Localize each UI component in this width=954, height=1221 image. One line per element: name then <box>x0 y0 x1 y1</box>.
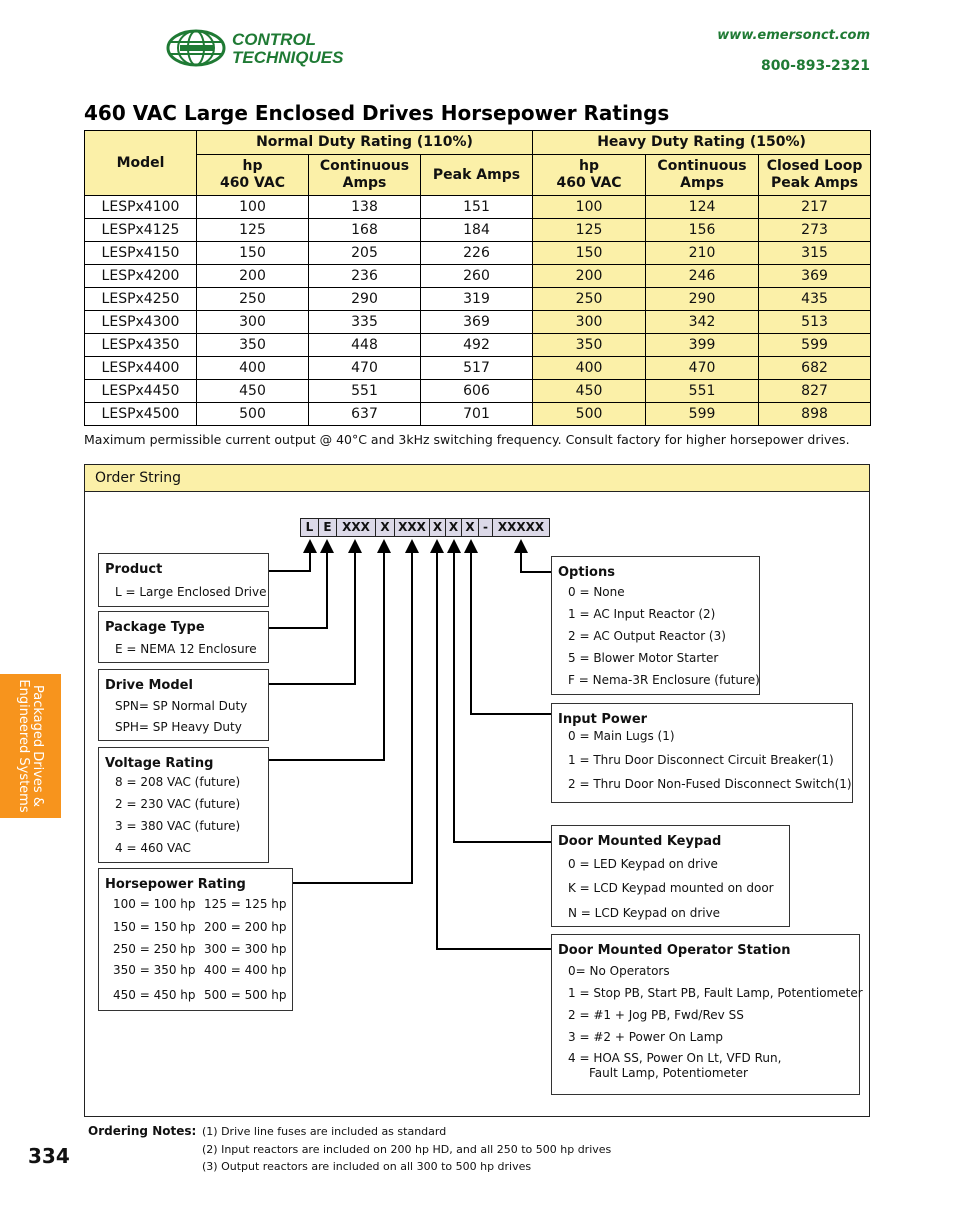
page-title: 460 VAC Large Enclosed Drives Horsepower Ratings <box>84 101 670 125</box>
hp-option: 125 = 125 hp <box>204 897 287 911</box>
value-cell: 701 <box>421 403 533 426</box>
model-cell: LESPx4100 <box>85 196 197 219</box>
code-cell-operator-station: X <box>429 518 446 537</box>
value-cell: 168 <box>309 219 421 242</box>
arrow-heads <box>303 539 528 553</box>
svg-text:TECHNIQUES: TECHNIQUES <box>232 48 344 67</box>
value-cell: 335 <box>309 311 421 334</box>
value-cell: 400 <box>197 357 309 380</box>
voltage-option: 2 = 230 VAC (future) <box>115 797 241 811</box>
options-box <box>551 556 760 695</box>
hp-option: 100 = 100 hp <box>113 897 196 911</box>
options-title: Options <box>558 565 615 580</box>
svg-text:CONTROL: CONTROL <box>232 30 317 49</box>
value-cell: 100 <box>533 196 646 219</box>
value-cell: 273 <box>759 219 871 242</box>
value-cell: 898 <box>759 403 871 426</box>
ordering-note: (3) Output reactors are included on all 300 to 500 hp drives <box>202 1160 532 1173</box>
model-cell: LESPx4300 <box>85 311 197 334</box>
value-cell: 226 <box>421 242 533 265</box>
heavy-duty-header: Heavy Duty Rating (150%) <box>533 131 871 155</box>
voltage-rating-box <box>98 747 269 863</box>
order-string-title: Order String <box>95 470 182 486</box>
operator-option: 0= No Operators <box>568 964 670 978</box>
value-cell: 236 <box>309 265 421 288</box>
package-type-box <box>98 611 269 663</box>
ordering-note: (2) Input reactors are included on 200 hp HD, and all 250 to 500 hp drives <box>202 1143 612 1156</box>
value-cell: 125 <box>197 219 309 242</box>
value-cell: 300 <box>197 311 309 334</box>
code-cell-input-power: X <box>461 518 479 537</box>
value-cell: 138 <box>309 196 421 219</box>
col-header: Continuous Amps <box>646 155 759 196</box>
value-cell: 637 <box>309 403 421 426</box>
value-cell: 450 <box>197 380 309 403</box>
drive-model-box <box>98 669 269 741</box>
model-header: Model <box>85 131 197 196</box>
value-cell: 606 <box>421 380 533 403</box>
value-cell: 315 <box>759 242 871 265</box>
value-cell: 500 <box>533 403 646 426</box>
operator-option: 3 = #2 + Power On Lamp <box>568 1030 723 1044</box>
value-cell: 100 <box>197 196 309 219</box>
value-cell: 470 <box>309 357 421 380</box>
input-power-option: 1 = Thru Door Disconnect Circuit Breaker(1) <box>568 753 834 767</box>
operator-option-continued: Fault Lamp, Potentiometer <box>589 1066 748 1080</box>
hp-option: 250 = 250 hp <box>113 942 196 956</box>
value-cell: 500 <box>197 403 309 426</box>
model-cell: LESPx4350 <box>85 334 197 357</box>
keypad-option: N = LCD Keypad on drive <box>568 906 721 920</box>
model-cell: LESPx4150 <box>85 242 197 265</box>
value-cell: 319 <box>421 288 533 311</box>
col-header: hp 460 VAC <box>197 155 309 196</box>
operator-option: 4 = HOA SS, Power On Lt, VFD Run, <box>568 1051 782 1065</box>
code-cell-package: E <box>318 518 337 537</box>
package-type-option: E = NEMA 12 Enclosure <box>115 642 257 656</box>
model-cell: LESPx4200 <box>85 265 197 288</box>
value-cell: 599 <box>646 403 759 426</box>
value-cell: 205 <box>309 242 421 265</box>
input-power-option: 2 = Thru Door Non-Fused Disconnect Switch(1) <box>568 777 852 791</box>
model-cell: LESPx4400 <box>85 357 197 380</box>
keypad-box <box>551 825 790 927</box>
model-cell: LESPx4125 <box>85 219 197 242</box>
value-cell: 350 <box>197 334 309 357</box>
hp-option: 450 = 450 hp <box>113 988 196 1002</box>
input-power-box <box>551 703 853 803</box>
value-cell: 400 <box>533 357 646 380</box>
value-cell: 342 <box>646 311 759 334</box>
value-cell: 827 <box>759 380 871 403</box>
value-cell: 150 <box>533 242 646 265</box>
value-cell: 551 <box>646 380 759 403</box>
value-cell: 551 <box>309 380 421 403</box>
code-cell-voltage: X <box>375 518 395 537</box>
website-link[interactable]: www.emersonct.com <box>717 28 870 43</box>
value-cell: 350 <box>533 334 646 357</box>
input-power-option: 0 = Main Lugs (1) <box>568 729 675 743</box>
value-cell: 260 <box>421 265 533 288</box>
page-number: 334 <box>28 1144 70 1168</box>
value-cell: 184 <box>421 219 533 242</box>
value-cell: 246 <box>646 265 759 288</box>
horsepower-rating-box <box>98 868 293 1011</box>
horsepower-rating-title: Horsepower Rating <box>105 877 246 892</box>
arrow-voltage-icon <box>377 539 391 553</box>
ordering-notes-label: Ordering Notes: <box>88 1124 197 1138</box>
voltage-option: 3 = 380 VAC (future) <box>115 819 241 833</box>
code-cell-horsepower: XXX <box>394 518 430 537</box>
value-cell: 450 <box>533 380 646 403</box>
keypad-title: Door Mounted Keypad <box>558 834 722 849</box>
voltage-rating-title: Voltage Rating <box>105 756 214 771</box>
arrow-keypad-icon <box>447 539 461 553</box>
value-cell: 448 <box>309 334 421 357</box>
value-cell: 435 <box>759 288 871 311</box>
arrow-horsepower-icon <box>405 539 419 553</box>
code-cell-keypad: X <box>445 518 462 537</box>
voltage-option: 4 = 460 VAC <box>115 841 191 855</box>
table-footnote: Maximum permissible current output @ 40°C and 3kHz switching frequency. Consult factory for higher horsepower drives. <box>84 432 850 447</box>
model-cell: LESPx4500 <box>85 403 197 426</box>
hp-option: 300 = 300 hp <box>204 942 287 956</box>
arrow-product-icon <box>303 539 317 553</box>
options-option: 5 = Blower Motor Starter <box>568 651 719 665</box>
code-cell-drive-model: XXX <box>336 518 376 537</box>
value-cell: 682 <box>759 357 871 380</box>
value-cell: 125 <box>533 219 646 242</box>
operator-option: 2 = #1 + Jog PB, Fwd/Rev SS <box>568 1008 744 1022</box>
value-cell: 300 <box>533 311 646 334</box>
hp-option: 350 = 350 hp <box>113 963 196 977</box>
col-header: Peak Amps <box>421 155 533 196</box>
value-cell: 513 <box>759 311 871 334</box>
voltage-option: 8 = 208 VAC (future) <box>115 775 241 789</box>
product-box <box>98 553 269 607</box>
input-power-title: Input Power <box>558 712 648 727</box>
product-title: Product <box>105 562 163 577</box>
value-cell: 217 <box>759 196 871 219</box>
arrow-options-icon <box>514 539 528 553</box>
code-cell-product: L <box>300 518 319 537</box>
arrow-drive-model-icon <box>348 539 362 553</box>
product-option: L = Large Enclosed Drive <box>115 585 267 599</box>
value-cell: 150 <box>197 242 309 265</box>
keypad-option: 0 = LED Keypad on drive <box>568 857 718 871</box>
value-cell: 156 <box>646 219 759 242</box>
phone-number: 800-893-2321 <box>760 58 870 74</box>
package-type-title: Package Type <box>105 620 205 635</box>
hp-option: 400 = 400 hp <box>204 963 287 977</box>
col-header: Closed Loop Peak Amps <box>759 155 871 196</box>
section-tab[interactable] <box>0 674 61 818</box>
value-cell: 399 <box>646 334 759 357</box>
section-tab-label: Packaged Drives & Engineered Systems <box>16 679 45 813</box>
value-cell: 250 <box>533 288 646 311</box>
value-cell: 369 <box>759 265 871 288</box>
ordering-note: (1) Drive line fuses are included as standard <box>202 1125 447 1138</box>
normal-duty-header: Normal Duty Rating (110%) <box>197 131 533 155</box>
value-cell: 517 <box>421 357 533 380</box>
value-cell: 492 <box>421 334 533 357</box>
value-cell: 599 <box>759 334 871 357</box>
drive-model-option: SPH= SP Heavy Duty <box>115 720 242 734</box>
col-header: Continuous Amps <box>309 155 421 196</box>
operator-option: 1 = Stop PB, Start PB, Fault Lamp, Potentiometer <box>568 986 863 1000</box>
value-cell: 200 <box>533 265 646 288</box>
drive-model-title: Drive Model <box>105 678 193 693</box>
hp-option: 200 = 200 hp <box>204 920 287 934</box>
value-cell: 470 <box>646 357 759 380</box>
value-cell: 151 <box>421 196 533 219</box>
model-cell: LESPx4450 <box>85 380 197 403</box>
hp-option: 150 = 150 hp <box>113 920 196 934</box>
model-cell: LESPx4250 <box>85 288 197 311</box>
code-cell-dash: - <box>478 518 493 537</box>
drive-model-option: SPN= SP Normal Duty <box>115 699 248 713</box>
operator-station-box <box>551 934 863 1095</box>
options-option: 1 = AC Input Reactor (2) <box>568 607 716 621</box>
value-cell: 210 <box>646 242 759 265</box>
keypad-option: K = LCD Keypad mounted on door <box>568 881 774 895</box>
value-cell: 290 <box>309 288 421 311</box>
arrow-operator-icon <box>430 539 444 553</box>
options-option: F = Nema-3R Enclosure (future) <box>568 673 760 687</box>
code-cell-options: XXXXX <box>492 518 550 537</box>
value-cell: 290 <box>646 288 759 311</box>
value-cell: 200 <box>197 265 309 288</box>
value-cell: 369 <box>421 311 533 334</box>
value-cell: 250 <box>197 288 309 311</box>
options-option: 0 = None <box>568 585 625 599</box>
hp-option: 500 = 500 hp <box>204 988 287 1002</box>
arrow-package-icon <box>320 539 334 553</box>
arrow-input-power-icon <box>464 539 478 553</box>
col-header: hp 460 VAC <box>533 155 646 196</box>
options-option: 2 = AC Output Reactor (3) <box>568 629 726 643</box>
operator-station-title: Door Mounted Operator Station <box>558 943 791 958</box>
value-cell: 124 <box>646 196 759 219</box>
